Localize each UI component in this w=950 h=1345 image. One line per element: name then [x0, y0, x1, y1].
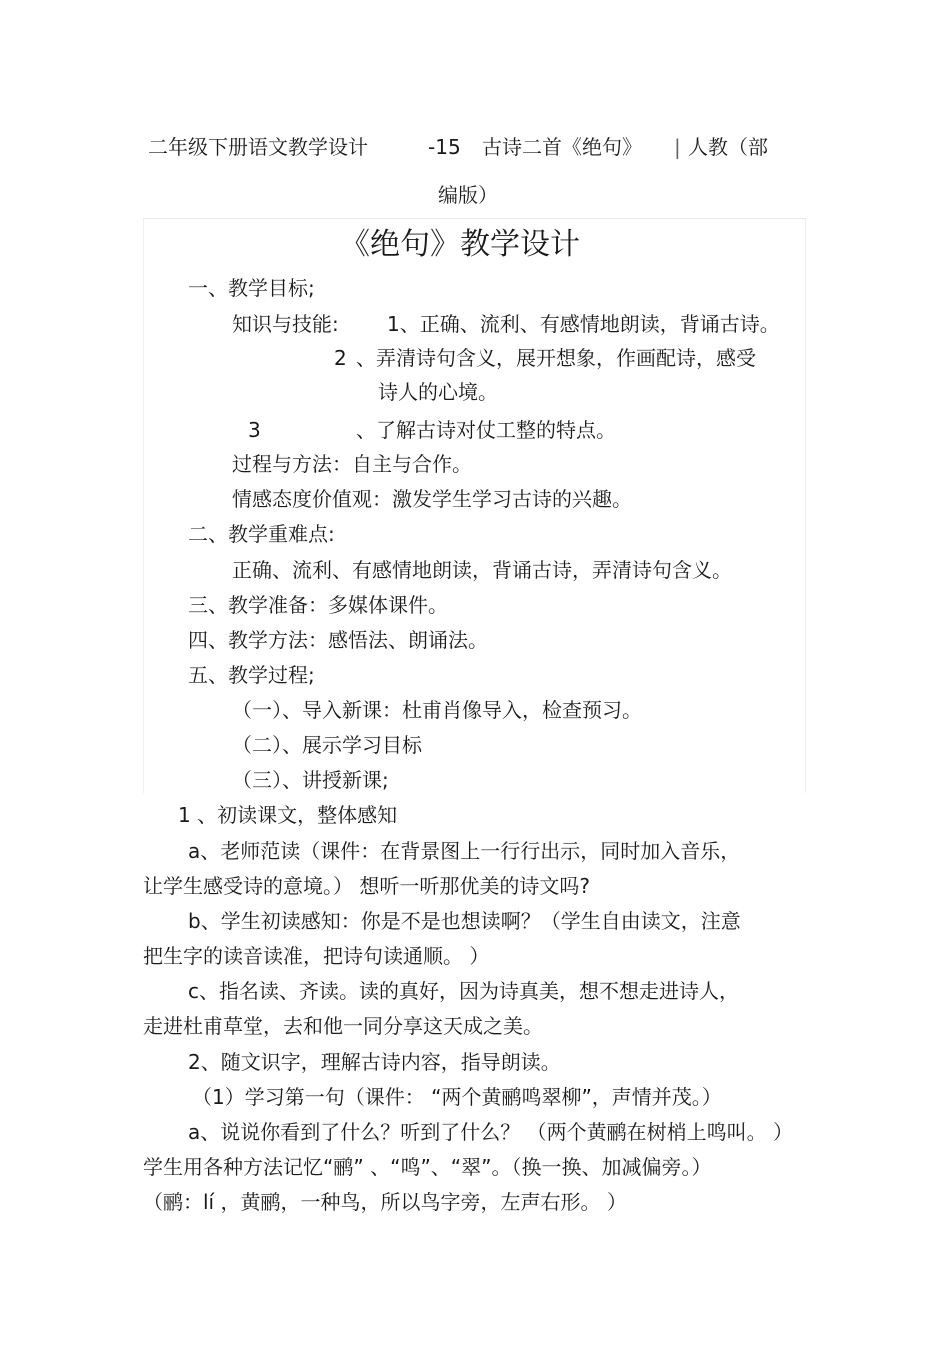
goal-3-text: 、了解古诗对仗工整的特点。 [356, 418, 616, 442]
para-a-line-1: a、老师范读（课件：在背景图上一行行出示，同时加入音乐， [188, 839, 741, 863]
sub-step-1: （1）学习第一句（课件： “两个黄鹂鸣翠柳”，声情并茂。） [192, 1085, 722, 1109]
process-step-1: （一）、导入新课：杜甫肖像导入，检查预习。 [232, 698, 642, 722]
knowledge-label: 知识与技能: [232, 312, 339, 336]
goal-2-text: 、弄清诗句含义，展开想象，作画配诗，感受 [356, 346, 756, 370]
process-method: 过程与方法：自主与合作。 [232, 452, 472, 476]
process-step-3: （三）、讲授新课; [232, 768, 389, 792]
title-part-2: -15 [428, 135, 461, 159]
title-separator: | [674, 135, 681, 159]
title-part-3: 古诗二首《绝句》 [482, 135, 642, 159]
para-b-line-1: b、学生初读感知：你是不是也想读啊？（学生自由读文，注意 [188, 909, 741, 933]
section-1-heading: 一、教学目标; [188, 276, 315, 300]
goal-2-continuation: 诗人的心境。 [378, 380, 498, 404]
title-part-4: 人教（部 [688, 135, 768, 159]
title-part-1: 二年级下册语文教学设计 [148, 135, 368, 159]
para-a2-line-2: 学生用各种方法记忆“鹂” 、“鸣”、“翠”。（换一换、加减偏旁。） [143, 1155, 712, 1179]
process-step-2: （二）、展示学习目标 [232, 733, 422, 757]
goal-1: 1、正确、流利、有感情地朗读，背诵古诗。 [387, 312, 780, 336]
goal-2-number: 2 [334, 346, 347, 370]
para-c-line-1: c、指名读、齐读。读的真好，因为诗真美，想不想走进诗人， [188, 979, 739, 1003]
section-2-heading: 二、教学重难点: [188, 522, 335, 546]
plan-title: 《绝句》教学设计 [340, 227, 580, 262]
para-a2-line-3: （鹂：lí ，黄鹂，一种鸟，所以鸟字旁，左声右形。 ） [143, 1190, 627, 1214]
para-a-line-2: 让学生感受诗的意境。） 想听一听那优美的诗文吗? [143, 874, 590, 898]
step-2-heading: 2、随文识字，理解古诗内容，指导朗读。 [188, 1050, 561, 1074]
para-a2-line-1: a、说说你看到了什么？听到了什么？ （两个黄鹂在树梢上鸣叫。 ） [188, 1120, 793, 1144]
section-4: 四、教学方法：感悟法、朗诵法。 [188, 628, 488, 652]
section-2-body: 正确、流利、有感情地朗读，背诵古诗，弄清诗句含义。 [232, 558, 732, 582]
para-c-line-2: 走进杜甫草堂，去和他一同分享这天成之美。 [143, 1014, 543, 1038]
emotion-values: 情感态度价值观：激发学生学习古诗的兴趣。 [232, 487, 632, 511]
section-5-heading: 五、教学过程; [188, 663, 315, 687]
step-1-heading: 1 、初读课文，整体感知 [178, 803, 398, 827]
goal-3-number: 3 [248, 418, 261, 442]
section-3: 三、教学准备：多媒体课件。 [188, 593, 448, 617]
title-line-2: 编版） [438, 183, 498, 207]
para-b-line-2: 把生字的读音读准，把诗句读通顺。 ） [143, 944, 490, 968]
